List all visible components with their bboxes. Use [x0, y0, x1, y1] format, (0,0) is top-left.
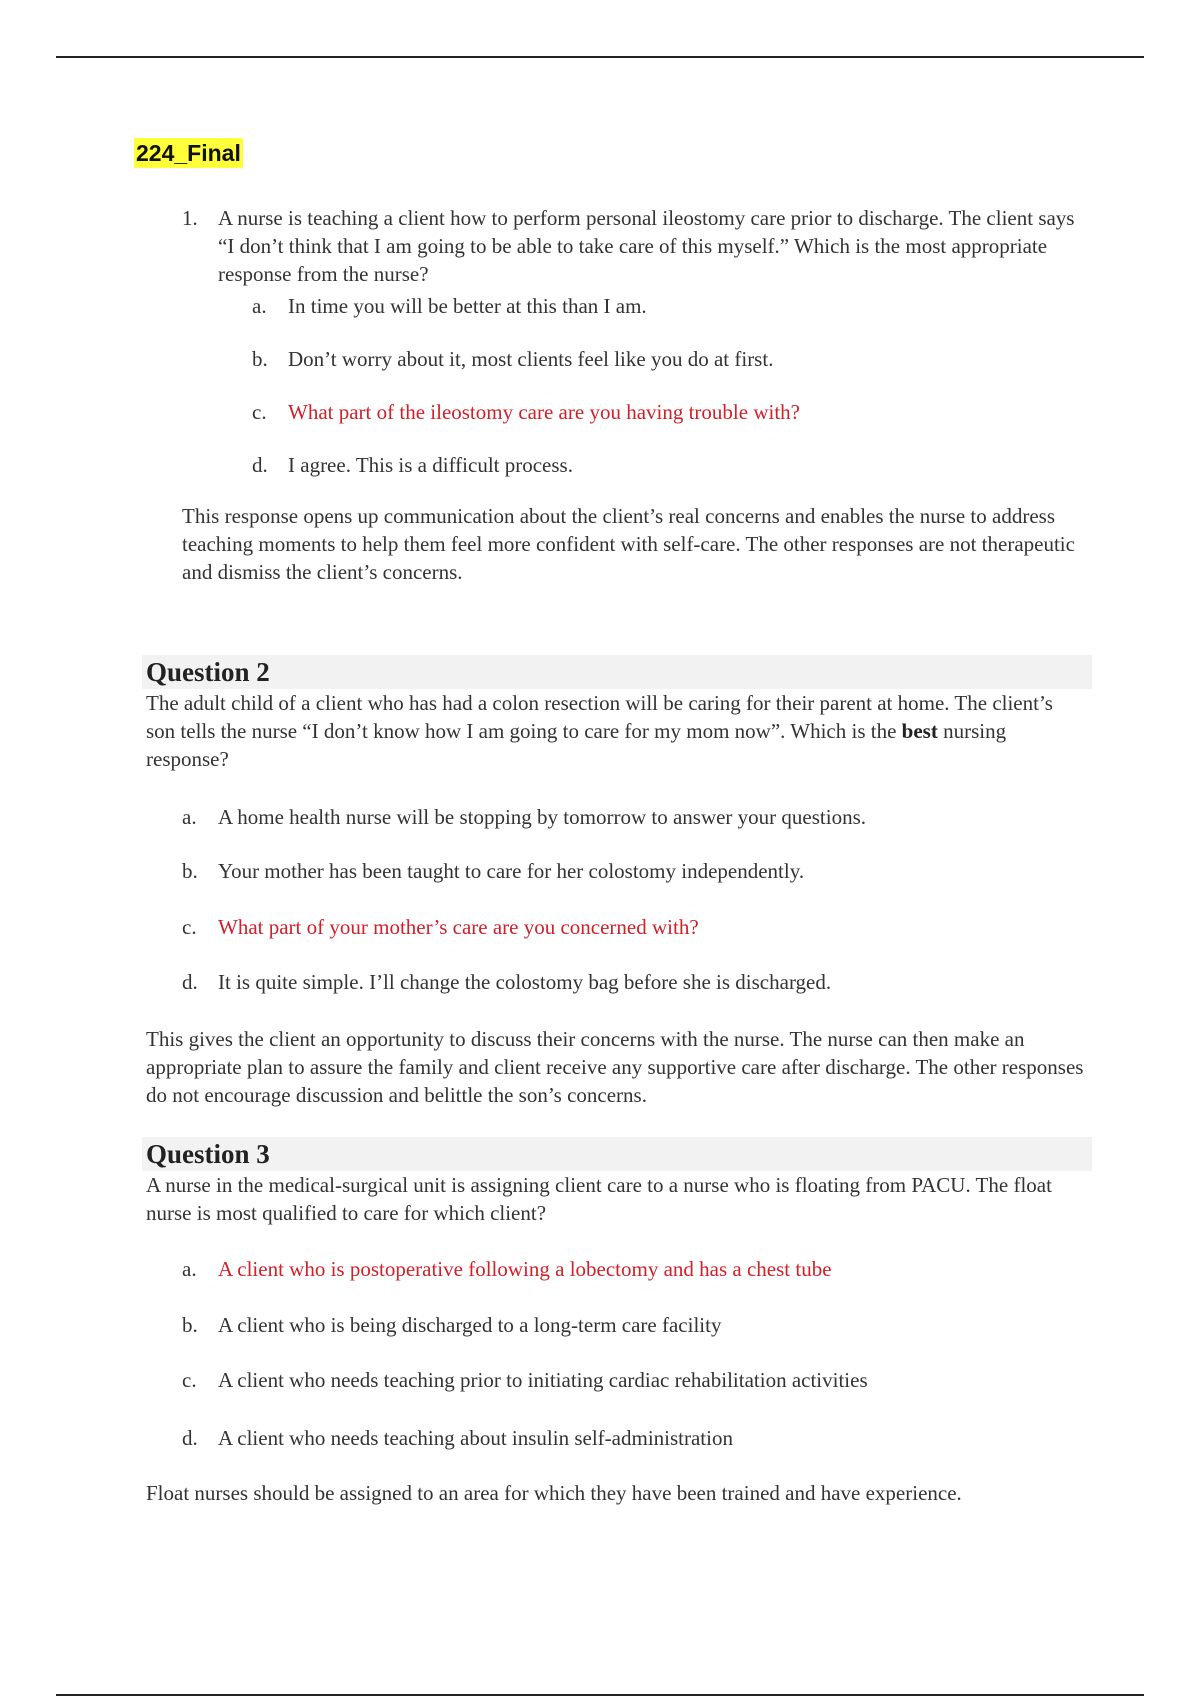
q1-option-b: b. Don’t worry about it, most clients feel like you do at first. [252, 347, 774, 371]
q3-option-c: c. A client who needs teaching prior to initiating cardiac rehabilitation activities [182, 1368, 868, 1392]
q2-option-b: b. Your mother has been taught to care for her colostomy independently. [182, 859, 805, 883]
question-1-stem: A nurse is teaching a client how to perform personal ileostomy care prior to discharge. The client says “I don’t think that I am going to be able to take care of this myself.” Which is the most appropriate response from the nurse? [218, 206, 1075, 286]
q1-option-d: d. I agree. This is a difficult process. [252, 453, 573, 477]
document-title: 224_Final [136, 140, 241, 166]
q1-option-c: c. What part of the ileostomy care are you having trouble with? [252, 400, 800, 424]
top-rule [56, 56, 1144, 58]
q1-option-a: a. In time you will be better at this than I am. [252, 294, 647, 318]
q2-option-d: d. It is quite simple. I’ll change the colostomy bag before she is discharged. [182, 970, 832, 994]
q2-option-a: a. A home health nurse will be stopping by tomorrow to answer your questions. [182, 805, 866, 829]
question-2-heading: Question 2 [142, 655, 1092, 689]
question-3-heading: Question 3 [142, 1137, 1092, 1171]
question-1 [182, 204, 1082, 288]
q3-option-d: d. A client who needs teaching about insulin self-administration [182, 1426, 733, 1450]
q2-option-c: c. What part of your mother’s care are you concerned with? [182, 915, 699, 939]
question-1-number: 1. [182, 206, 198, 230]
q1-explanation: This response opens up communication about the client’s real concerns and enables the nurse to address teaching moments to help them feel more confident with self-care. The other responses are not therapeutic and dismiss the client’s concerns. [182, 504, 1075, 584]
bottom-rule [56, 1694, 1144, 1696]
q2-explanation: This gives the client an opportunity to discuss their concerns with the nurse. The nurse can then make an appropriate plan to assure the family and client receive any supportive care after discharge. The other responses do not encourage discussion and belittle the son’s concerns. [146, 1027, 1084, 1107]
q3-option-b: b. A client who is being discharged to a long-term care facility [182, 1313, 722, 1337]
question-2-stem: The adult child of a client who has had a colon resection will be caring for their parent at home. The client’s son tells the nurse “I don’t know how I am going to care for my mom now”. Which is the best nursing response? [146, 691, 1053, 771]
q3-option-a: a. A client who is postoperative following a lobectomy and has a chest tube [182, 1257, 832, 1281]
question-3-stem: A nurse in the medical-surgical unit is assigning client care to a nurse who is floating from PACU. The float nurse is most qualified to care for which client? [146, 1173, 1052, 1225]
q3-explanation: Float nurses should be assigned to an area for which they have been trained and have experience. [146, 1481, 962, 1505]
